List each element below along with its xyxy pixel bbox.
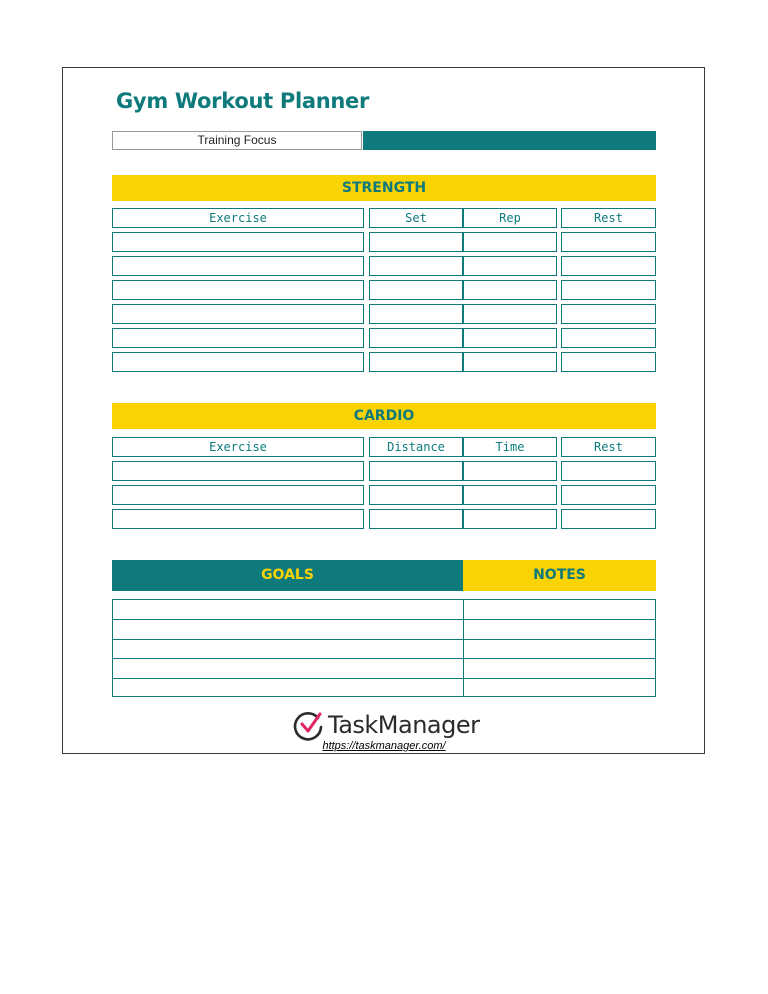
brand-name: TaskManager	[328, 711, 480, 739]
training-focus-label: Training Focus	[112, 131, 362, 150]
strength-table-cell[interactable]	[463, 304, 557, 324]
goals-notes-row-line[interactable]	[113, 678, 655, 679]
cardio-table-cell[interactable]	[112, 485, 364, 505]
strength-table-cell[interactable]	[463, 232, 557, 252]
cardio-table-cell[interactable]	[112, 509, 364, 529]
cardio-column-header: Exercise	[112, 437, 364, 457]
goals-notes-table	[112, 599, 656, 697]
strength-table-cell[interactable]	[369, 304, 463, 324]
cardio-column-header: Distance	[369, 437, 463, 457]
strength-table-cell[interactable]	[463, 352, 557, 372]
training-focus-field[interactable]	[363, 131, 656, 150]
cardio-table-cell[interactable]	[112, 461, 364, 481]
strength-table-cell[interactable]	[463, 328, 557, 348]
cardio-table-cell[interactable]	[561, 485, 656, 505]
check-circle-icon	[292, 709, 326, 743]
strength-table-cell[interactable]	[112, 280, 364, 300]
cardio-heading: CARDIO	[112, 403, 656, 429]
notes-heading: NOTES	[463, 560, 656, 591]
strength-table-cell[interactable]	[112, 304, 364, 324]
strength-table-cell[interactable]	[463, 280, 557, 300]
cardio-column-header: Time	[463, 437, 557, 457]
cardio-column-header: Rest	[561, 437, 656, 457]
strength-table-cell[interactable]	[561, 352, 656, 372]
strength-table-cell[interactable]	[561, 328, 656, 348]
strength-table-cell[interactable]	[369, 352, 463, 372]
strength-column-header: Rest	[561, 208, 656, 228]
page-title: Gym Workout Planner	[116, 89, 370, 113]
cardio-table-cell[interactable]	[463, 485, 557, 505]
goals-heading: GOALS	[112, 560, 463, 591]
strength-column-header: Exercise	[112, 208, 364, 228]
cardio-table-cell[interactable]	[463, 509, 557, 529]
strength-table-cell[interactable]	[112, 256, 364, 276]
cardio-table-cell[interactable]	[463, 461, 557, 481]
brand-url-link[interactable]: https://taskmanager.com/	[322, 740, 446, 752]
goals-notes-row-line[interactable]	[113, 639, 655, 640]
cardio-table-cell[interactable]	[561, 461, 656, 481]
strength-table-cell[interactable]	[561, 232, 656, 252]
strength-table-cell[interactable]	[369, 328, 463, 348]
goals-notes-divider	[463, 600, 464, 696]
cardio-table-cell[interactable]	[369, 485, 463, 505]
cardio-table-cell[interactable]	[369, 461, 463, 481]
strength-table-cell[interactable]	[561, 304, 656, 324]
strength-table-cell[interactable]	[112, 328, 364, 348]
strength-table-cell[interactable]	[561, 280, 656, 300]
strength-table-cell[interactable]	[463, 256, 557, 276]
strength-column-header: Set	[369, 208, 463, 228]
strength-table-cell[interactable]	[369, 256, 463, 276]
strength-table-cell[interactable]	[369, 280, 463, 300]
strength-table-cell[interactable]	[112, 232, 364, 252]
goals-notes-row-line[interactable]	[113, 658, 655, 659]
goals-notes-row-line[interactable]	[113, 619, 655, 620]
strength-table-cell[interactable]	[112, 352, 364, 372]
strength-heading: STRENGTH	[112, 175, 656, 201]
strength-column-header: Rep	[463, 208, 557, 228]
cardio-table-cell[interactable]	[369, 509, 463, 529]
brand-logo	[292, 709, 492, 743]
strength-table-cell[interactable]	[561, 256, 656, 276]
strength-table-cell[interactable]	[369, 232, 463, 252]
cardio-table-cell[interactable]	[561, 509, 656, 529]
